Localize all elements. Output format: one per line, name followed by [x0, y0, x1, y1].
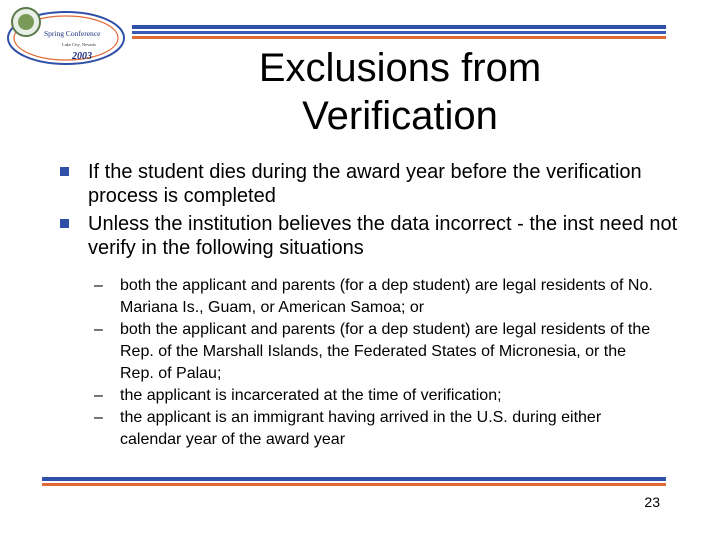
sub-bullet-item	[94, 319, 664, 385]
dash-icon: –	[94, 387, 103, 404]
title-line-2: Verification	[302, 94, 498, 138]
page-number: 23	[644, 494, 660, 510]
bullet-item	[60, 212, 680, 260]
bullet-list	[60, 160, 680, 264]
square-bullet-icon	[60, 167, 69, 176]
header-rule	[132, 25, 666, 39]
footer-rule	[42, 477, 666, 489]
logo-line1: Spring Conference	[44, 29, 101, 38]
square-bullet-icon	[60, 219, 69, 228]
dash-icon: –	[94, 409, 103, 426]
sub-bullet-text: the applicant is incarcerated at the time of verification;	[120, 387, 502, 404]
sub-bullet-item	[94, 275, 664, 319]
conference-logo	[4, 4, 134, 68]
dash-icon: –	[94, 321, 103, 338]
slide-title	[180, 44, 620, 140]
sub-bullet-text: the applicant is an immigrant having arrived in the U.S. during either calendar year of the award year	[120, 409, 602, 448]
sub-bullet-text: both the applicant and parents (for a dep student) are legal residents of No. Mariana Is., Guam, or American Samoa; or	[120, 277, 653, 316]
title-line-1: Exclusions from	[258, 46, 542, 90]
sub-bullet-list	[94, 275, 664, 451]
dash-icon: –	[94, 277, 103, 294]
sub-bullet-item	[94, 407, 664, 451]
bullet-item	[60, 160, 680, 208]
bullet-text: Unless the institution believes the data incorrect - the inst need not verify in the following situations	[88, 213, 678, 259]
logo-line2: Lake City, Nevada	[62, 42, 96, 47]
logo-year: 2003	[72, 51, 92, 62]
sub-bullet-text: both the applicant and parents (for a dep student) are legal residents of the Rep. of the Marshall Islands, the Federated States of Micronesia, or the Rep. of Palau;	[120, 321, 651, 382]
sub-bullet-item	[94, 385, 664, 407]
bullet-text: If the student dies during the award year before the verification process is completed	[88, 161, 642, 207]
